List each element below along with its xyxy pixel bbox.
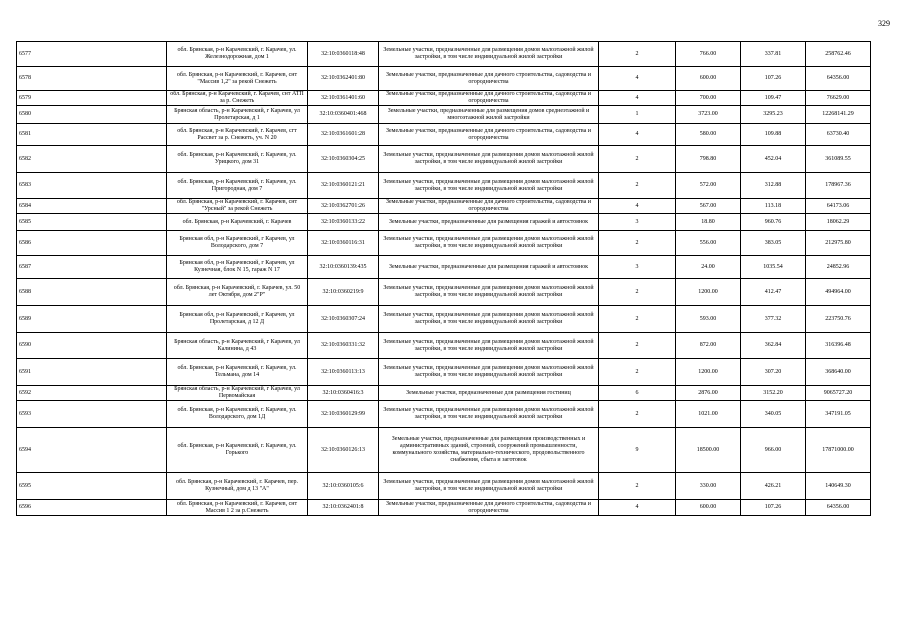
cadastral-value-cell: 76629.00 xyxy=(806,91,871,106)
land-use-cell: Земельные участки, предназначенные для дачного строительства, садоводства и огородничества xyxy=(379,67,599,91)
land-use-cell: Земельные участки, предназначенные для размещения производственных и административных зданий, строений, сооружений промышленности, коммунального хозяйства, материально-технического, продовольственного снабжения, сбыта и заготовок xyxy=(379,428,599,473)
address-cell: Брянская обл, р-н Карачевский, г Карачев, ул Володарского, дом 7 xyxy=(167,231,308,256)
cadastral-number-cell: 32:10:0361601:28 xyxy=(308,124,379,146)
area-cell: 766.00 xyxy=(676,42,741,67)
specific-value-cell: 362.84 xyxy=(741,333,806,359)
address-cell: обл. Брянская, р-н Карачевский, г. Карачев, ул. 50 лет Октября, дом 2"Р" xyxy=(167,279,308,306)
row-number: 6577 xyxy=(17,42,167,67)
land-use-cell: Земельные участки, предназначенные для размещения домов малоэтажной жилой застройки, в том числе индивидуальной жилой застройки xyxy=(379,231,599,256)
specific-value-cell: 412.47 xyxy=(741,279,806,306)
land-use-cell: Земельные участки, предназначенные для размещения гаражей и автостоянок xyxy=(379,256,599,279)
use-group-cell: 2 xyxy=(599,359,676,386)
area-cell: 700.00 xyxy=(676,91,741,106)
use-group-cell: 2 xyxy=(599,42,676,67)
row-number: 6580 xyxy=(17,106,167,124)
table-row xyxy=(17,401,871,428)
area-cell: 24.00 xyxy=(676,256,741,279)
row-number: 6579 xyxy=(17,91,167,106)
land-use-cell: Земельные участки, предназначенные для размещения гаражей и автостоянок xyxy=(379,214,599,231)
row-number: 6595 xyxy=(17,473,167,500)
area-cell: 330.00 xyxy=(676,473,741,500)
table-row xyxy=(17,214,871,231)
cadastral-number-cell: 32:10:0360219:9 xyxy=(308,279,379,306)
specific-value-cell: 307.20 xyxy=(741,359,806,386)
use-group-cell: 2 xyxy=(599,279,676,306)
address-cell: обл. Брянская, р-н Карачевский, г. Карачев, снт АТП за р. Снежеть xyxy=(167,91,308,106)
cadastral-value-cell: 494964.00 xyxy=(806,279,871,306)
row-number: 6587 xyxy=(17,256,167,279)
cadastral-value-cell: 9065727.20 xyxy=(806,386,871,401)
cadastral-value-cell: 12268141.29 xyxy=(806,106,871,124)
table-row xyxy=(17,42,871,67)
address-cell: Брянская обл, р-н Карачевский, г Карачев, ул Пролетарская, д 12 Д xyxy=(167,306,308,333)
table-row xyxy=(17,199,871,214)
cadastral-value-cell: 24852.96 xyxy=(806,256,871,279)
area-cell: 2876.00 xyxy=(676,386,741,401)
cadastral-number-cell: 32:10:0360401:468 xyxy=(308,106,379,124)
cadastral-value-cell: 347191.05 xyxy=(806,401,871,428)
area-cell: 580.00 xyxy=(676,124,741,146)
row-number: 6596 xyxy=(17,500,167,516)
address-cell: обл. Брянская, р-н Карачевский, г. Карачев, ул. Володарского, дом 1Д xyxy=(167,401,308,428)
cadastral-number-cell: 32:10:0361401:60 xyxy=(308,91,379,106)
land-use-cell: Земельные участки, предназначенные для размещения домов малоэтажной жилой застройки, в том числе индивидуальной жилой застройки xyxy=(379,146,599,173)
specific-value-cell: 109.47 xyxy=(741,91,806,106)
address-cell: Брянская обл, р-н Карачевский, г Карачев, ул Кузнечная, блок N 15, гараж N 17 xyxy=(167,256,308,279)
specific-value-cell: 337.81 xyxy=(741,42,806,67)
use-group-cell: 4 xyxy=(599,124,676,146)
specific-value-cell: 312.88 xyxy=(741,173,806,199)
table-row xyxy=(17,333,871,359)
cadastral-value-cell: 64356.00 xyxy=(806,500,871,516)
use-group-cell: 2 xyxy=(599,333,676,359)
cadastral-number-cell: 32:10:0360133:22 xyxy=(308,214,379,231)
use-group-cell: 3 xyxy=(599,256,676,279)
address-cell: обл. Брянская, р-н Карачевский, г. Карачев, ул. Урицкого, дом 31 xyxy=(167,146,308,173)
use-group-cell: 2 xyxy=(599,146,676,173)
address-cell: Брянская область, р-н Карачевский, г Карачев, ул Первомайская xyxy=(167,386,308,401)
table-row xyxy=(17,473,871,500)
land-use-cell: Земельные участки, предназначенные для размещения домов малоэтажной жилой застройки, в том числе индивидуальной жилой застройки xyxy=(379,401,599,428)
row-number: 6578 xyxy=(17,67,167,91)
use-group-cell: 6 xyxy=(599,386,676,401)
cadastral-value-cell: 64173.06 xyxy=(806,199,871,214)
cadastral-value-cell: 178967.36 xyxy=(806,173,871,199)
cadastral-value-cell: 212975.80 xyxy=(806,231,871,256)
table-row xyxy=(17,428,871,473)
address-cell: обл. Брянская, р-н Карачевский, г. Карачев, снт Массив 1 2 за р.Снежеть xyxy=(167,500,308,516)
area-cell: 556.00 xyxy=(676,231,741,256)
land-use-cell: Земельные участки, предназначенные для размещения домов малоэтажной жилой застройки, в том числе индивидуальной жилой застройки xyxy=(379,306,599,333)
use-group-cell: 4 xyxy=(599,500,676,516)
use-group-cell: 1 xyxy=(599,106,676,124)
cadastral-number-cell: 32:10:0360304:25 xyxy=(308,146,379,173)
row-number: 6582 xyxy=(17,146,167,173)
address-cell: Брянская область, р-н Карачевский, г Карачев, ул Пролетарская, д 1 xyxy=(167,106,308,124)
cadastral-value-cell: 17871000.00 xyxy=(806,428,871,473)
use-group-cell: 3 xyxy=(599,214,676,231)
cadastral-value-cell: 63730.40 xyxy=(806,124,871,146)
specific-value-cell: 113.18 xyxy=(741,199,806,214)
table-row xyxy=(17,306,871,333)
row-number: 6585 xyxy=(17,214,167,231)
cadastral-value-cell: 64356.00 xyxy=(806,67,871,91)
address-cell: обл. Брянская, р-н Карачевский, г. Карачев, сгт Рассвет за р. Снежеть, уч. N 20 xyxy=(167,124,308,146)
area-cell: 18.80 xyxy=(676,214,741,231)
area-cell: 567.00 xyxy=(676,199,741,214)
table-body xyxy=(17,42,871,516)
land-use-cell: Земельные участки, предназначенные для дачного строительства, садоводства и огородничества xyxy=(379,91,599,106)
area-cell: 600.00 xyxy=(676,500,741,516)
cadastral-number-cell: 32:10:0360105:6 xyxy=(308,473,379,500)
address-cell: обл. Брянская, р-н Карачевский, г. Карачев, пер. Кузнечный, дом д 13 "А" xyxy=(167,473,308,500)
use-group-cell: 4 xyxy=(599,91,676,106)
land-use-cell: Земельные участки, предназначенные для размещения домов малоэтажной жилой застройки, в том числе индивидуальной жилой застройки xyxy=(379,173,599,199)
area-cell: 872.00 xyxy=(676,333,741,359)
row-number: 6583 xyxy=(17,173,167,199)
use-group-cell: 2 xyxy=(599,401,676,428)
area-cell: 572.00 xyxy=(676,173,741,199)
specific-value-cell: 452.04 xyxy=(741,146,806,173)
cadastral-number-cell: 32:10:0360139:435 xyxy=(308,256,379,279)
land-use-cell: Земельные участки, предназначенные для дачного строительства, садоводства и огородничества xyxy=(379,500,599,516)
land-use-cell: Земельные участки, предназначенные для размещения гостиниц xyxy=(379,386,599,401)
row-number: 6594 xyxy=(17,428,167,473)
row-number: 6589 xyxy=(17,306,167,333)
specific-value-cell: 960.76 xyxy=(741,214,806,231)
row-number: 6584 xyxy=(17,199,167,214)
area-cell: 1021.00 xyxy=(676,401,741,428)
land-use-cell: Земельные участки, предназначенные для размещения домов малоэтажной жилой застройки, в том числе индивидуальной жилой застройки xyxy=(379,333,599,359)
use-group-cell: 2 xyxy=(599,231,676,256)
table-row xyxy=(17,91,871,106)
use-group-cell: 2 xyxy=(599,306,676,333)
area-cell: 600.00 xyxy=(676,67,741,91)
cadastral-value-cell: 223750.76 xyxy=(806,306,871,333)
cadastral-number-cell: 32:10:0362701:26 xyxy=(308,199,379,214)
cadastral-number-cell: 32:10:0362401:8 xyxy=(308,500,379,516)
cadastral-number-cell: 32:10:0360113:13 xyxy=(308,359,379,386)
specific-value-cell: 383.05 xyxy=(741,231,806,256)
cadastral-value-table xyxy=(16,41,871,516)
table-row xyxy=(17,386,871,401)
table-row xyxy=(17,279,871,306)
cadastral-value-cell: 361089.55 xyxy=(806,146,871,173)
table-row xyxy=(17,256,871,279)
cadastral-number-cell: 32:10:0360126:13 xyxy=(308,428,379,473)
table-row xyxy=(17,500,871,516)
use-group-cell: 9 xyxy=(599,428,676,473)
cadastral-number-cell: 32:10:0360331:32 xyxy=(308,333,379,359)
land-use-cell: Земельные участки, предназначенные для размещения домов среднеэтажной и многоэтажной жилой застройки xyxy=(379,106,599,124)
address-cell: Брянская область, р-н Карачевский, г Карачев, ул Калинина, д 43 xyxy=(167,333,308,359)
cadastral-number-cell: 32:10:0360116:31 xyxy=(308,231,379,256)
address-cell: обл. Брянская, р-н Карачевский, г. Карачев xyxy=(167,214,308,231)
row-number: 6590 xyxy=(17,333,167,359)
table-row xyxy=(17,106,871,124)
specific-value-cell: 107.26 xyxy=(741,67,806,91)
cadastral-number-cell: 32:10:0360416:3 xyxy=(308,386,379,401)
specific-value-cell: 109.88 xyxy=(741,124,806,146)
specific-value-cell: 966.00 xyxy=(741,428,806,473)
land-use-cell: Земельные участки, предназначенные для дачного строительства, садоводства и огородничества xyxy=(379,124,599,146)
area-cell: 593.00 xyxy=(676,306,741,333)
specific-value-cell: 340.05 xyxy=(741,401,806,428)
cadastral-value-cell: 140649.30 xyxy=(806,473,871,500)
use-group-cell: 2 xyxy=(599,473,676,500)
area-cell: 1200.00 xyxy=(676,279,741,306)
row-number: 6592 xyxy=(17,386,167,401)
table-row xyxy=(17,146,871,173)
use-group-cell: 4 xyxy=(599,67,676,91)
address-cell: обл. Брянская, р-н Карачевский, г. Карачев, ул. Горького xyxy=(167,428,308,473)
cadastral-value-cell: 18062.29 xyxy=(806,214,871,231)
cadastral-number-cell: 32:10:0360307:24 xyxy=(308,306,379,333)
use-group-cell: 2 xyxy=(599,173,676,199)
cadastral-number-cell: 32:10:0360129:99 xyxy=(308,401,379,428)
land-use-cell: Земельные участки, предназначенные для размещения домов малоэтажной жилой застройки, в том числе индивидуальной жилой застройки xyxy=(379,359,599,386)
cadastral-number-cell: 32:10:0360121:21 xyxy=(308,173,379,199)
land-use-cell: Земельные участки, предназначенные для размещения домов малоэтажной жилой застройки, в том числе индивидуальной жилой застройки xyxy=(379,473,599,500)
area-cell: 3723.00 xyxy=(676,106,741,124)
specific-value-cell: 377.32 xyxy=(741,306,806,333)
land-use-cell: Земельные участки, предназначенные для дачного строительства, садоводства и огородничества xyxy=(379,199,599,214)
use-group-cell: 4 xyxy=(599,199,676,214)
table-row xyxy=(17,359,871,386)
cadastral-number-cell: 32:10:0360118:48 xyxy=(308,42,379,67)
area-cell: 18500.00 xyxy=(676,428,741,473)
table-row xyxy=(17,231,871,256)
specific-value-cell: 3152.20 xyxy=(741,386,806,401)
specific-value-cell: 1035.54 xyxy=(741,256,806,279)
row-number: 6588 xyxy=(17,279,167,306)
row-number: 6593 xyxy=(17,401,167,428)
row-number: 6581 xyxy=(17,124,167,146)
cadastral-value-cell: 258762.46 xyxy=(806,42,871,67)
specific-value-cell: 107.26 xyxy=(741,500,806,516)
area-cell: 1200.00 xyxy=(676,359,741,386)
table-row xyxy=(17,67,871,91)
cadastral-number-cell: 32:10:0362401:80 xyxy=(308,67,379,91)
address-cell: обл. Брянская, р-н Карачевский, г. Карачев, ул. Пригородная, дом 7 xyxy=(167,173,308,199)
address-cell: обл. Брянская, р-н Карачевский, г. Карачев, снт "Урсный" за рекой Снежеть xyxy=(167,199,308,214)
table-row xyxy=(17,173,871,199)
page-number: 329 xyxy=(878,19,890,28)
cadastral-value-cell: 368640.00 xyxy=(806,359,871,386)
land-use-cell: Земельные участки, предназначенные для размещения домов малоэтажной жилой застройки, в том числе индивидуальной жилой застройки xyxy=(379,279,599,306)
specific-value-cell: 3295.23 xyxy=(741,106,806,124)
cadastral-value-cell: 316396.48 xyxy=(806,333,871,359)
specific-value-cell: 426.21 xyxy=(741,473,806,500)
address-cell: обл. Брянская, р-н Карачевский, г. Карачев, ул. Железнодорожная, дом 1 xyxy=(167,42,308,67)
table-row xyxy=(17,124,871,146)
row-number: 6591 xyxy=(17,359,167,386)
land-use-cell: Земельные участки, предназначенные для размещения домов малоэтажной жилой застройки, в том числе индивидуальной жилой застройки xyxy=(379,42,599,67)
address-cell: обл. Брянская, р-н Карачевский, г. Карачев, ул. Тельмана, дом 14 xyxy=(167,359,308,386)
area-cell: 798.80 xyxy=(676,146,741,173)
address-cell: обл. Брянская, р-н Карачевский, г. Карачев, снт "Массив 1,2" за рекой Снежеть xyxy=(167,67,308,91)
row-number: 6586 xyxy=(17,231,167,256)
